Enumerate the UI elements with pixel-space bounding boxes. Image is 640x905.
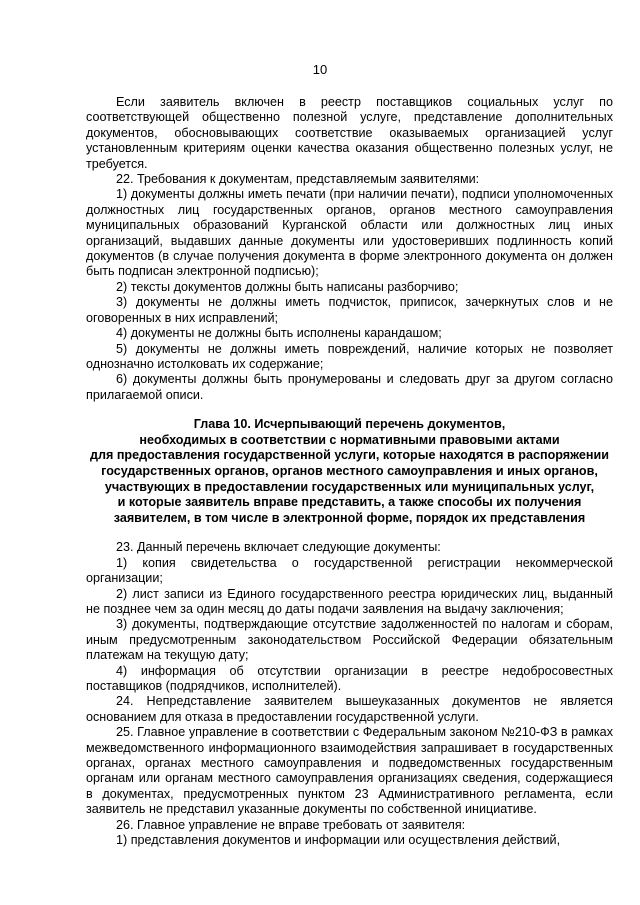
requirement-item-6: 6) документы должны быть пронумерованы и следовать друг за другом согласно прилагаемой описи. (86, 372, 613, 402)
heading-line: государственных органов, органов местного самоуправления и иных органов, (101, 463, 598, 478)
document-body (86, 95, 613, 848)
paragraph-26: 26. Главное управление не вправе требовать от заявителя: (116, 817, 466, 832)
paragraph-24: 24. Непредставление заявителем вышеуказанных документов не является основанием для отказа в предоставлении государственной услуги. (86, 694, 613, 724)
paragraph-22-requirements: 22. Требования к документам, представляемым заявителями: (116, 172, 480, 187)
paragraph-23-list: 23. Данный перечень включает следующие документы: (116, 540, 441, 555)
paragraph-25: 25. Главное управление в соответствии с Федеральным законом №210-ФЗ в рамках межведомственного информационного взаимодействия запрашивает в государственных органах, органах местного самоуправления и подведомственных государственным органам или органам местного самоуправления организациях сведения, содержащиеся в документах, предусмотренных пунктом 23 Административного регламента, если заявитель не представил указанные документы по собственной инициативе. (86, 725, 613, 817)
heading-line: Глава 10. Исчерпывающий перечень документов, (193, 417, 506, 432)
document-item-4: 4) информация об отсутствии организации в реестре недобросовестных поставщиков (подрядчиков, исполнителей). (86, 663, 613, 693)
paragraph-registry-exemption: Если заявитель включен в реестр поставщиков социальных услуг по соответствующей общественно полезной услуге, представление дополнительных документов, обосновывающих соответствие оказываемых организацией услуг установленным критериям оценки качества оказания общественно полезных услуг, не требуется. (86, 95, 613, 171)
heading-line: необходимых в соответствии с нормативными правовыми актами (139, 432, 560, 447)
requirement-item-3: 3) документы не должны иметь подчисток, приписок, зачеркнутых слов и не оговоренных в них исправлений; (86, 295, 613, 325)
requirement-item-2: 2) тексты документов должны быть написаны разборчиво; (116, 279, 459, 294)
requirement-item-4: 4) документы не должны быть исполнены карандашом; (116, 326, 442, 341)
document-item-2: 2) лист записи из Единого государственного реестра юридических лиц, выданный не позднее чем за один месяц до даты подачи заявления на выдачу заключения; (86, 586, 613, 616)
chapter-10-heading (86, 417, 613, 526)
requirement-item-1: 1) документы должны иметь печати (при наличии печати), подписи уполномоченных должностных лиц государственных органов, органов местного самоуправления муниципальных образований Курганской области или должностных лиц иных организаций, выдавших данные документы или удостоверивших подлинность копий документов (в случае получения документа в форме электронного документа он должен быть подписан электронной подписью); (86, 187, 613, 279)
heading-line: участвующих в предоставлении государственных или муниципальных услуг, (104, 479, 595, 494)
heading-line: и которые заявитель вправе представить, а также способы их получения (117, 495, 582, 510)
heading-line: заявителем, в том числе в электронной форме, порядок их представления (113, 510, 586, 525)
page-number: 10 (312, 62, 328, 77)
requirement-item-5: 5) документы не должны иметь повреждений, наличие которых не позволяет однозначно истолковать их содержание; (86, 341, 613, 371)
paragraph-26-item-1: 1) представления документов и информации или осуществления действий, (116, 833, 561, 847)
document-item-1: 1) копия свидетельства о государственной регистрации некоммерческой организации; (86, 555, 613, 586)
document-item-3: 3) документы, подтверждающие отсутствие задолженностей по налогам и сборам, иным предусмотренным законодательством Российской Федерации обязательным платежам на текущую дату; (86, 617, 613, 663)
heading-line: для предоставления государственной услуги, которые находятся в распоряжении (89, 448, 610, 463)
